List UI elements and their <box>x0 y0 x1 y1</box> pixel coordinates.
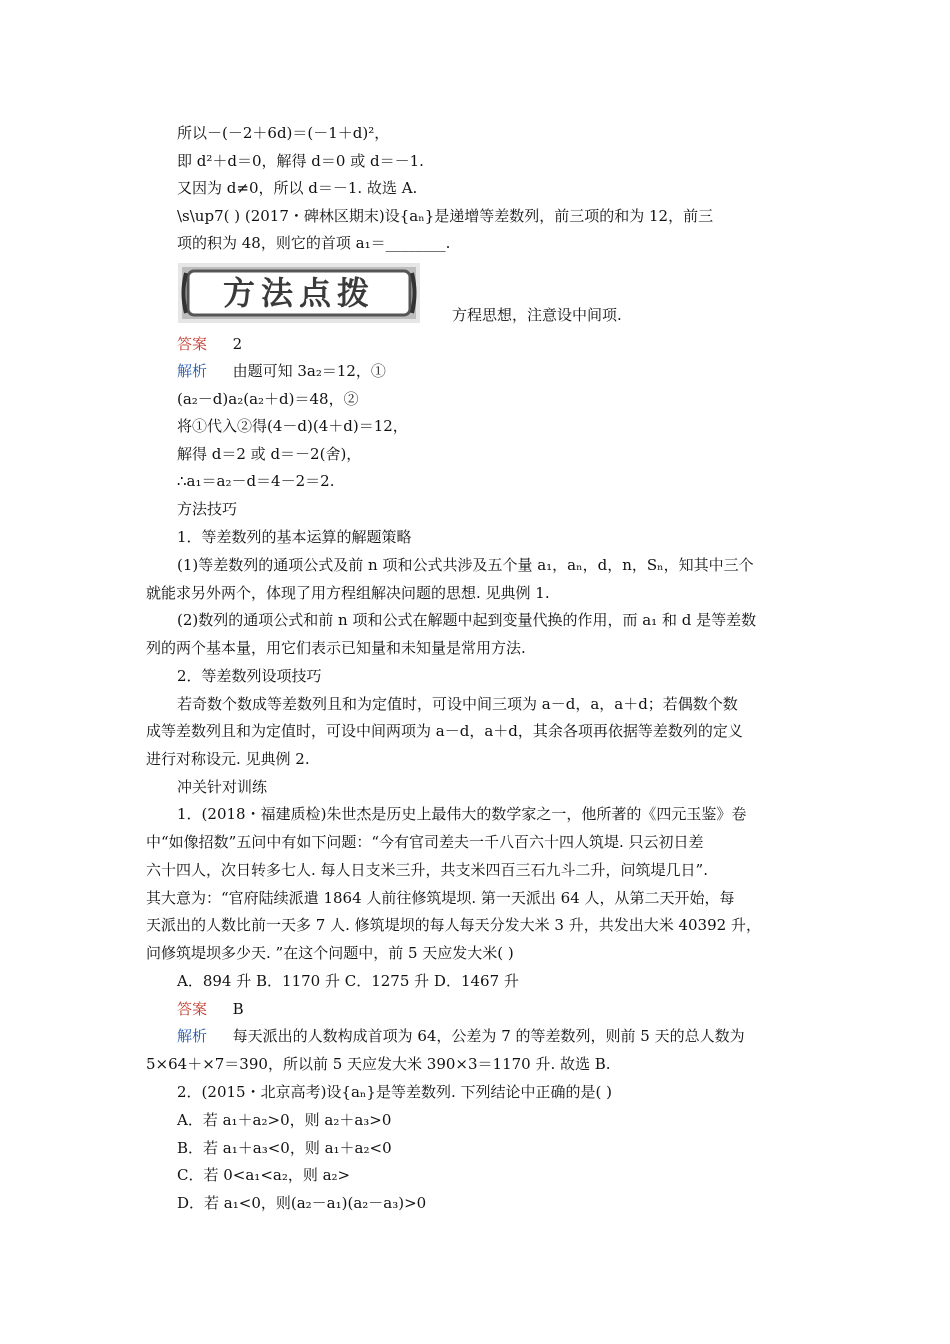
answer-row <box>177 334 242 354</box>
text-line: \s\up7( ) (2017・碑林区期末)设{aₙ}是递增等差数列，前三项的和为 12，前三 <box>177 207 714 225</box>
analysis-line: 解得 d＝2 或 d＝－2(舍)， <box>177 445 362 463</box>
option-line: C．若 0<a₁<a₂，则 a₂> <box>177 1166 351 1184</box>
answer-label: 答案 <box>177 1000 208 1018</box>
method-line: 2．等差数列设项技巧 <box>177 667 322 685</box>
analysis-line: (a₂－d)a₂(a₂＋d)＝48，② <box>177 390 359 408</box>
method-line: (2)数列的通项公式和前 n 项和公式在解题中起到变量代换的作用，而 a₁ 和 d 是等差数 <box>177 611 757 629</box>
answer-value: B <box>232 1000 244 1018</box>
method-line: 成等差数列且和为定值时，可设中间两项为 a－d，a＋d，其余各项再依据等差数列的定义 <box>146 722 743 740</box>
method-line: 进行对称设元. 见典例 2. <box>146 750 310 768</box>
analysis-label: 解析 <box>177 362 208 380</box>
option-line: A．若 a₁＋a₂>0，则 a₂＋a₃>0 <box>177 1111 392 1129</box>
analysis-label: 解析 <box>177 1027 208 1045</box>
section-title: 方法技巧 <box>177 500 238 518</box>
option-line: D．若 a₁<0，则(a₂－a₁)(a₂－a₃)>0 <box>177 1194 427 1212</box>
question-line: 问修筑堤坝多少天. ”在这个问题中，前 5 天应发大米( ) <box>146 944 514 962</box>
text-line: 即 d²＋d＝0，解得 d＝0 或 d＝－1. <box>177 152 424 170</box>
answer-label: 答案 <box>177 335 208 353</box>
banner-hint: 方程思想，注意设中间项. <box>452 306 622 324</box>
banner-title: 方法点拨 <box>222 274 375 312</box>
question-line: 天派出的人数比前一天多 7 人. 修筑堤坝的每人每天分发大米 3 升，共发出大米 40392 升， <box>146 916 761 934</box>
answer-value: 2 <box>232 335 243 353</box>
method-line: (1)等差数列的通项公式及前 n 项和公式共涉及五个量 a₁，aₙ，d，n，Sₙ，知其中三个 <box>177 556 754 574</box>
question-line: 六十四人，次日转多七人. 每人日支米三升，共支米四百三石九斗二升，问筑堤几日”. <box>146 861 708 879</box>
text-line: 所以－(－2＋6d)＝(－1＋d)²， <box>177 124 390 142</box>
question-line: 1．(2018・福建质检)朱世杰是历史上最伟大的数学家之一，他所著的《四元玉鉴》卷 <box>177 805 747 823</box>
question-line: 中“如像招数”五问中有如下问题：“今有官司差夫一千八百六十四人筑堤. 只云初日差 <box>146 833 704 851</box>
analysis-row <box>177 361 386 381</box>
section-title: 冲关针对训练 <box>177 778 268 796</box>
method-banner <box>178 263 420 323</box>
analysis-text: 每天派出的人数构成首项为 64，公差为 7 的等差数列，则前 5 天的总人数为 <box>232 1027 745 1045</box>
question-line: 其大意为：“官府陆续派遣 1864 人前往修筑堤坝. 第一天派出 64 人，从第二天开始，每 <box>146 889 735 907</box>
option-line: B．若 a₁＋a₃<0，则 a₁＋a₂<0 <box>177 1139 392 1157</box>
question-options: A．894 升 B．1170 升 C．1275 升 D．1467 升 <box>177 972 519 990</box>
method-line: 就能求另外两个，体现了用方程组解决问题的思想. 见典例 1. <box>146 584 550 602</box>
analysis-line: 5×64＋×7＝390，所以前 5 天应发大米 390×3＝1170 升. 故选 B. <box>146 1055 611 1073</box>
analysis-line: ∴a₁＝a₂－d＝4－2＝2. <box>177 472 335 490</box>
question-line: 2．(2015・北京高考)设{aₙ}是等差数列. 下列结论中正确的是( ) <box>177 1083 612 1101</box>
answer-row <box>177 999 244 1019</box>
analysis-row <box>177 1026 745 1046</box>
analysis-line: 将①代入②得(4－d)(4＋d)＝12， <box>177 417 408 435</box>
method-line: 若奇数个数成等差数列且和为定值时，可设中间三项为 a－d，a，a＋d；若偶数个数 <box>177 695 738 713</box>
method-line: 1．等差数列的基本运算的解题策略 <box>177 528 412 546</box>
method-line: 列的两个基本量，用它们表示已知量和未知量是常用方法. <box>146 639 526 657</box>
analysis-text: 由题可知 3a₂＝12，① <box>232 362 386 380</box>
text-line: 又因为 d≠0，所以 d＝－1. 故选 A. <box>177 179 418 197</box>
text-line: 项的积为 48，则它的首项 a₁＝________. <box>177 234 451 252</box>
